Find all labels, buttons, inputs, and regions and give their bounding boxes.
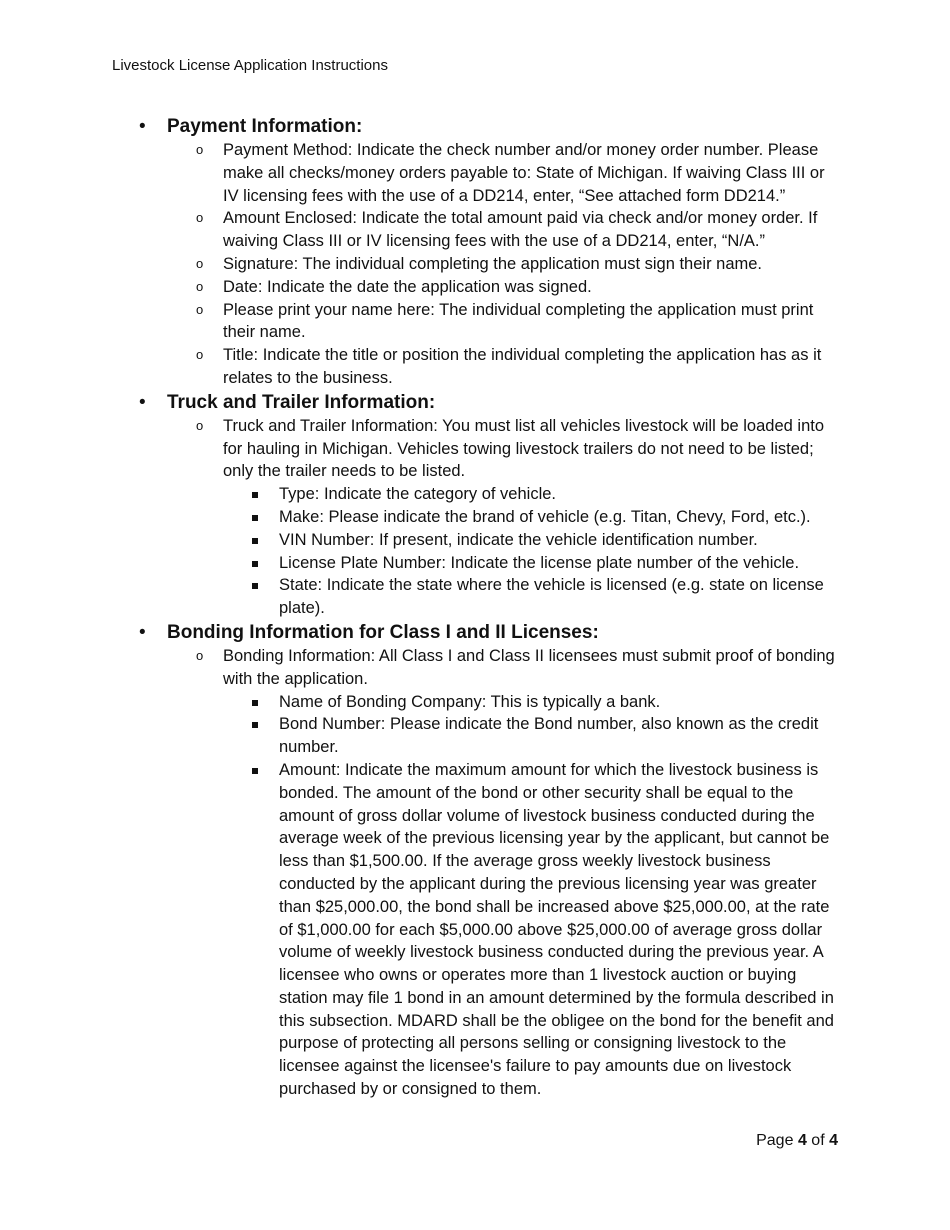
list-item-text: Please print your name here: The individual completing the application must print their name. xyxy=(223,300,814,342)
list-item xyxy=(0,253,843,276)
sub-list-item xyxy=(0,483,839,506)
bullet-square-icon xyxy=(252,768,258,774)
section-heading xyxy=(0,620,950,645)
list-item xyxy=(0,344,843,390)
list-item-text: Truck and Trailer Information: You must list all vehicles livestock will be loaded into for hauling in Michigan. Vehicles towing livestock trailers do not need to be listed; only the trailer needs to be listed. xyxy=(223,416,825,481)
list-item-text: Payment Method: Indicate the check number and/or money order number. Please make all checks/money orders payable to: State of Michigan. If waiving Class III or IV licensing fees with the use of a DD214, enter, “See attached form DD214.” xyxy=(223,141,825,205)
section-heading xyxy=(0,114,950,139)
section-title: Truck and Trailer Information: xyxy=(167,391,436,413)
sub-list-item-text: Type: Indicate the category of vehicle. xyxy=(279,485,556,504)
sub-list-item xyxy=(0,691,839,714)
bullet-circle-icon: o xyxy=(196,142,204,157)
payment-list xyxy=(0,139,950,390)
section-truck-trailer-information xyxy=(0,390,950,620)
list-item xyxy=(0,299,843,345)
sub-list-item xyxy=(0,506,839,529)
bullet-square-icon xyxy=(252,583,258,589)
bullet-circle-icon: o xyxy=(196,278,204,294)
bullet-disc-icon: • xyxy=(139,116,146,137)
section-heading xyxy=(0,390,950,415)
bullet-disc-icon: • xyxy=(139,621,146,643)
bullet-square-icon xyxy=(252,722,258,728)
bullet-circle-icon: o xyxy=(196,647,204,663)
bullet-square-icon xyxy=(252,561,258,567)
bullet-disc-icon: • xyxy=(139,391,146,413)
document-body xyxy=(0,114,950,1101)
list-item-text: Amount Enclosed: Indicate the total amount paid via check and/or money order. If waiving Class III or IV licensing fees with the use of a DD214, enter, “N/A.” xyxy=(223,209,818,251)
sub-list-item xyxy=(0,574,839,620)
list-item xyxy=(0,207,843,253)
bonding-list xyxy=(0,645,950,1101)
page-total: 4 xyxy=(829,1132,838,1149)
sub-list-item-text: License Plate Number: Indicate the license plate number of the vehicle. xyxy=(279,553,800,572)
sub-list-item-text: Amount: Indicate the maximum amount for which the livestock business is bonded. The amount of the bond or other security shall be equal to the amount of gross dollar volume of livestock business conducted during the average week of the previous licensing year by the applicant, but cannot be less than $1,500.00. If the average gross weekly livestock business conducted by the applicant during the previous licensing year was greater than $25,000.00, the bond shall be increased above $25,000.00, at the rate of $1,000.00 for each $5,000.00 above $25,000.00 of average gross dollar volume of weekly livestock business conducted during the previous year. A licensee who owns or operates more than 1 livestock auction or buying station may file 1 bond in an amount determined by the formula described in this subsection. MDARD shall be the obligee on the bond for the benefit and purpose of protecting all persons selling or consigning livestock to the licensee against the licensee's failure to pay amounts due on livestock purchased by or consigned to them. xyxy=(279,760,834,1099)
bullet-circle-icon: o xyxy=(196,347,204,363)
list-item-text: Title: Indicate the title or position the individual completing the application has as it relates to the business. xyxy=(223,346,822,387)
section-payment-information xyxy=(0,114,950,390)
truck-list xyxy=(0,415,950,620)
bullet-circle-icon: o xyxy=(196,301,204,317)
list-item-text: Bonding Information: All Class I and Class II licensees must submit proof of bonding with the application. xyxy=(223,646,835,688)
list-item-text: Date: Indicate the date the application was signed. xyxy=(223,277,592,296)
bullet-square-icon xyxy=(252,700,258,706)
bullet-circle-icon: o xyxy=(196,210,204,226)
sub-list-item-text: Name of Bonding Company: This is typically a bank. xyxy=(279,692,661,711)
page-current: 4 xyxy=(797,1132,807,1149)
sub-list-item xyxy=(0,552,839,575)
list-item xyxy=(0,139,843,207)
list-item xyxy=(0,645,843,1101)
sub-list-item-text: State: Indicate the state where the vehicle is licensed (e.g. state on license plate). xyxy=(279,576,824,618)
sub-list-item-text: VIN Number: If present, indicate the vehicle identification number. xyxy=(279,530,758,549)
bullet-square-icon xyxy=(252,492,258,498)
sub-list-item-text: Make: Please indicate the brand of vehicle (e.g. Titan, Chevy, Ford, etc.). xyxy=(279,507,811,526)
bullet-circle-icon: o xyxy=(196,417,204,433)
page-of-label: of xyxy=(811,1132,825,1149)
sub-list-item xyxy=(0,713,839,759)
page-header: Livestock License Application Instructions xyxy=(112,57,388,74)
section-title: Payment Information: xyxy=(167,116,363,137)
list-item-text: Signature: The individual completing the application must sign their name. xyxy=(223,254,763,273)
page-number xyxy=(756,1131,838,1151)
bullet-square-icon xyxy=(252,538,258,544)
section-title: Bonding Information for Class I and II Licenses: xyxy=(167,621,599,643)
list-item xyxy=(0,276,843,299)
bonding-sublist xyxy=(223,691,843,1101)
list-item xyxy=(0,415,843,620)
sub-list-item xyxy=(0,759,839,1101)
section-bonding-information xyxy=(0,620,950,1101)
sub-list-item-text: Bond Number: Please indicate the Bond number, also known as the credit number. xyxy=(279,715,819,757)
sub-list-item xyxy=(0,529,839,552)
bullet-square-icon xyxy=(252,515,258,521)
truck-sublist xyxy=(223,483,843,620)
page-label: Page xyxy=(756,1132,794,1149)
bullet-circle-icon: o xyxy=(196,255,204,271)
